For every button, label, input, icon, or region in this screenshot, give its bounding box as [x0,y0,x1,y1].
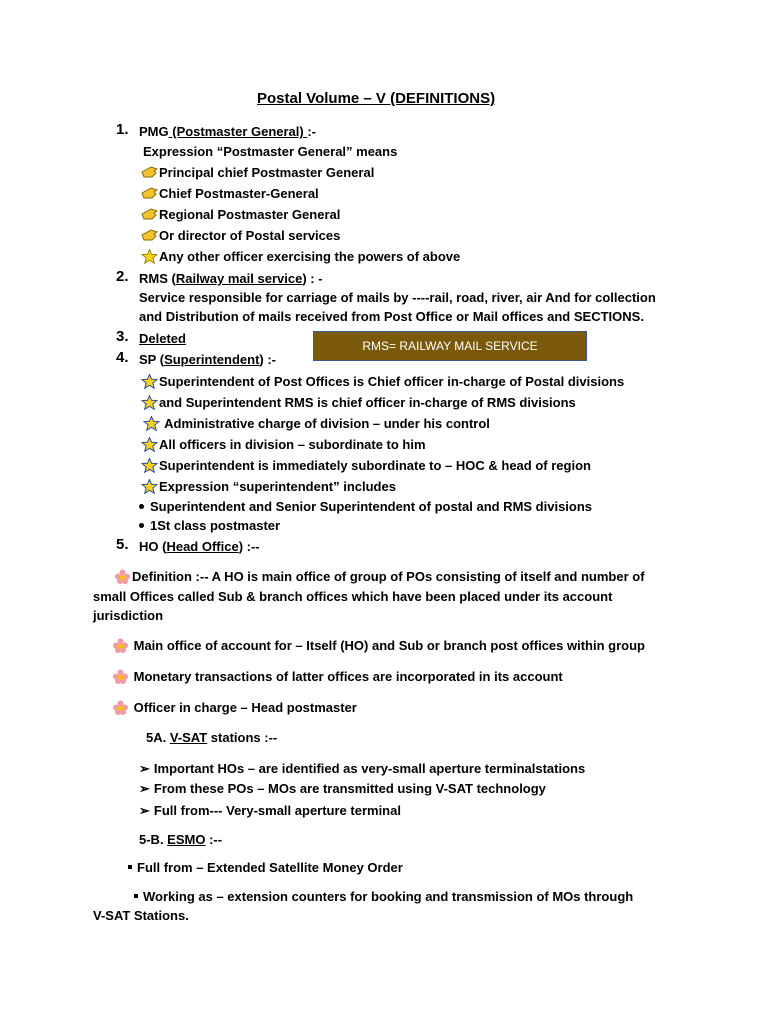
sparkle-star-icon [141,374,158,389]
section-5-heading: HO (Head Office) :-- [139,539,260,554]
square-bullet-icon [128,865,132,869]
list-item: ➢ From these POs – MOs are transmitted using V-SAT technology [139,781,546,796]
flower-icon [112,638,129,653]
rms-description-line-2: and Distribution of mails received from Post Office or Mail offices and SECTIONS. [139,309,644,324]
list-item: ➢ Full from--- Very-small aperture terminal [139,803,401,818]
pointing-hand-icon [141,165,158,180]
section-2-heading: RMS (Railway mail service) : - [139,271,323,286]
list-item: Superintendent and Senior Superintendent of postal and RMS divisions [139,498,592,515]
arrow-bullet-icon: ➢ [139,803,150,818]
section-1-number: 1. [116,121,129,138]
flower-icon [114,569,131,584]
list-item: Superintendent of Post Offices is Chief officer in-charge of Postal divisions [141,373,624,390]
section-3-heading: Deleted [139,331,186,346]
pointing-hand-icon [141,207,158,222]
list-item: Administrative charge of division – under his control [143,415,490,432]
sparkle-star-icon [141,479,158,494]
section-5b-heading: 5-B. ESMO :-- [139,832,223,847]
page-title: Postal Volume – V (DEFINITIONS) [257,90,496,107]
bullet-icon [139,523,144,528]
list-item: Officer in charge – Head postmaster [112,699,357,716]
pmg-full: (Postmaster General) [168,124,308,139]
rms-description-line-1: Service responsible for carriage of mails by ----rail, road, river, air And for collection [139,290,656,305]
list-item: Expression “superintendent” includes [141,478,396,495]
sparkle-star-icon [141,458,158,473]
sparkle-star-icon [141,437,158,452]
ho-definition-line-1: Definition :-- A HO is main office of group of POs consisting of itself and number of [114,568,645,585]
list-item: Any other officer exercising the powers of above [141,248,460,265]
square-bullet-icon [134,894,138,898]
flower-icon [112,700,129,715]
ho-definition-line-2: small Offices called Sub & branch offices which have been placed under its account [93,589,613,604]
list-item: 1St class postmaster [139,517,280,534]
list-item: Working as – extension counters for booking and transmission of MOs through [134,888,633,905]
pmg-expression: Expression “Postmaster General” means [143,144,398,159]
sparkle-star-icon [143,416,160,431]
list-item: Chief Postmaster-General [141,185,319,202]
ho-definition-line-3: jurisdiction [93,608,164,623]
list-item: All officers in division – subordinate to him [141,436,426,453]
star-icon [141,249,158,264]
section-5-number: 5. [116,536,129,553]
list-item: Superintendent is immediately subordinate to – HOC & head of region [141,457,591,474]
pmg-abbr: PMG [139,124,169,139]
list-item: Full from – Extended Satellite Money Order [128,859,403,876]
list-item: Main office of account for – Itself (HO) and Sub or branch post offices within group [112,637,645,654]
list-item-continuation: V-SAT Stations. [93,908,189,923]
section-2-number: 2. [116,268,129,285]
pointing-hand-icon [141,186,158,201]
arrow-bullet-icon: ➢ [139,761,150,776]
bullet-icon [139,504,144,509]
list-item: and Superintendent RMS is chief officer in-charge of RMS divisions [141,394,576,411]
arrow-bullet-icon: ➢ [139,781,150,796]
list-item: Regional Postmaster General [141,206,340,223]
pointing-hand-icon [141,228,158,243]
section-1-heading: PMG (Postmaster General) :- [139,124,317,139]
section-5a-heading: 5A. V-SAT stations :-- [146,730,278,745]
flower-icon [112,669,129,684]
list-item: Principal chief Postmaster General [141,164,374,181]
section-4-heading: SP (Superintendent) :- [139,352,277,367]
list-item: Or director of Postal services [141,227,340,244]
section-4-number: 4. [116,349,129,366]
rms-banner: RMS= RAILWAY MAIL SERVICE [313,331,587,361]
section-3-number: 3. [116,328,129,345]
sparkle-star-icon [141,395,158,410]
list-item: ➢ Important HOs – are identified as very-small aperture terminalstations [139,761,586,776]
list-item: Monetary transactions of latter offices are incorporated in its account [112,668,563,685]
